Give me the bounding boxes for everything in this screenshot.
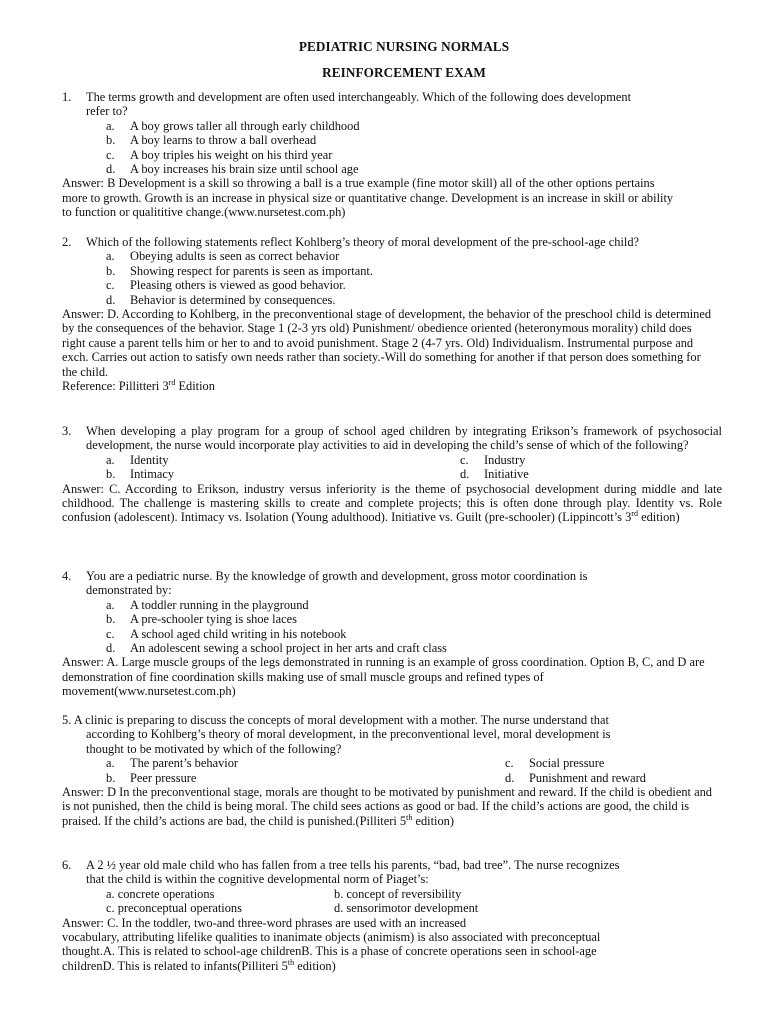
- question-6-options-row-2: [62, 901, 722, 915]
- question-4-stem-line-1: You are a pediatric nurse. By the knowledge of growth and development, gross motor coordination is: [86, 569, 588, 583]
- question-5-number: 5.: [62, 713, 72, 727]
- question-3-number: 3.: [62, 424, 72, 438]
- question-6-answer: [62, 916, 722, 974]
- question-6-answer-line-4: childrenD. This is related to infants(Pilliteri 5th edition): [62, 957, 336, 973]
- question-2-stem-text: Which of the following statements reflect Kohlberg’s theory of moral development of the pre-school-age child?: [86, 235, 640, 249]
- option-d: d. Behavior is determined by consequences.: [106, 292, 336, 307]
- option-b-text: Peer pressure: [130, 770, 197, 785]
- option-a-text: Identity: [130, 452, 169, 467]
- option-b-letter: b.: [106, 467, 116, 482]
- question-1-stem: [62, 90, 722, 119]
- question-1-stem-line-1: The terms growth and development are often used interchangeably. Which of the following does development: [86, 90, 632, 104]
- question-6-answer-line-3: thought.A. This is related to school-age childrenB. This is a phase of concrete operations seen in school-age: [62, 944, 597, 959]
- question-3-options-row-1: [62, 453, 722, 467]
- option-d: d. sensorimotor development: [334, 901, 479, 916]
- question-4-answer: Answer: A. Large muscle groups of the legs demonstrated in running is an example of gross coordination. Option B, C, and D are demonstration of fine coordination skills making use of small muscle groups and refined types of movement(www.nursetest.com.ph): [62, 655, 705, 699]
- question-1-answer: Answer: B Development is a skill so throwing a ball is a true example (fine motor skill) all of the other options pertains more to growth. Growth is an increase in physical size or quantitative change. Development is an increase in skill or ability to function or qualititive change.(www.nursetest.com.ph): [62, 176, 674, 220]
- option-b: b. A boy learns to throw a ball overhead: [106, 133, 317, 148]
- question-5: [62, 713, 722, 828]
- option-a: a. concrete operations: [106, 886, 215, 901]
- question-2: [62, 235, 722, 393]
- option-d: d. An adolescent sewing a school project in her arts and craft class: [106, 641, 447, 656]
- question-6-stem-line-1: A 2 ½ year old male child who has fallen from a tree tells his parents, “bad, bad tree”. The nurse recognizes: [86, 858, 620, 872]
- question-3-stem-text: When developing a play program for a group of school aged children by integrating Erikson’s framework of psychosocial development, the nurse would incorporate play activities to aid in developing the child’s sense of which of the following?: [86, 424, 722, 453]
- question-1-stem-line-2: refer to?: [86, 104, 128, 119]
- question-5-options-row-2: [62, 771, 722, 785]
- question-3-answer: Answer: C. According to Erikson, industry versus inferiority is the theme of psychosocial development during middle and late childhood. The challenge is mastering skills to create and complete projects; this is often done through play. Identity vs. Role confusion (adolescent). Intimacy vs. Isolation (Young adulthood). Initiative vs. Guilt (pre-schooler) (Lippincott’s 3rd edition): [62, 481, 722, 525]
- question-6-stem-line-2: that the child is within the cognitive developmental norm of Piaget’s:: [86, 872, 429, 887]
- question-2-stem: [62, 235, 722, 249]
- option-c: c. A school aged child writing in his notebook: [106, 626, 347, 641]
- option-a: a. Obeying adults is seen as correct behavior: [106, 249, 340, 264]
- question-2-number: 2.: [62, 235, 72, 249]
- question-4-number: 4.: [62, 569, 72, 583]
- question-3: [62, 424, 722, 525]
- option-a-letter: a.: [106, 756, 115, 771]
- option-b: b. concept of reversibility: [334, 886, 462, 901]
- question-6-number: 6.: [62, 858, 72, 872]
- question-5-options-row-1: [62, 756, 722, 770]
- document-title: PEDIATRIC NURSING NORMALS: [298, 39, 510, 54]
- option-a: a. A boy grows taller all through early childhood: [106, 118, 360, 133]
- question-5-stem-line-3: thought to be motivated by which of the following?: [86, 741, 342, 756]
- question-1-options: [62, 119, 722, 177]
- option-d-letter: d.: [460, 467, 470, 482]
- question-4-stem-line-2: demonstrated by:: [86, 583, 172, 598]
- option-c-text: Industry: [484, 452, 526, 467]
- question-6-stem: [62, 858, 722, 887]
- option-a-text: The parent’s behavior: [130, 756, 239, 771]
- option-b: b. Showing respect for parents is seen as important.: [106, 263, 373, 278]
- question-4-stem: [62, 569, 722, 598]
- question-4-options: [62, 598, 722, 656]
- option-a-letter: a.: [106, 452, 115, 467]
- option-b: b. A pre-schooler tying is shoe laces: [106, 612, 297, 627]
- question-2-reference: Reference: Pillitteri 3rd Edition: [62, 377, 215, 394]
- option-d-text: Initiative: [484, 467, 529, 482]
- question-1: [62, 90, 722, 220]
- option-c-text: Social pressure: [529, 756, 605, 771]
- option-c-letter: c.: [460, 452, 469, 467]
- question-6: [62, 858, 722, 973]
- question-6-options-row-1: [62, 887, 722, 901]
- question-5-stem: [62, 713, 722, 756]
- option-d: d. A boy increases his brain size until school age: [106, 162, 359, 177]
- document-subtitle: REINFORCEMENT EXAM: [322, 65, 486, 80]
- option-d-text: Punishment and reward: [529, 770, 646, 785]
- option-c: c. preconceptual operations: [106, 901, 242, 916]
- option-c-letter: c.: [505, 756, 514, 771]
- question-5-stem-line-2: according to Kohlberg’s theory of moral development, in the preconventional level, moral development is: [86, 727, 611, 742]
- question-6-answer-line-2: vocabulary, attributing lifelike qualities to inanimate objects (animism) is also associated with preconceptual: [62, 930, 601, 944]
- option-b-letter: b.: [106, 770, 116, 785]
- option-d-letter: d.: [505, 770, 515, 785]
- question-2-answer: Answer: D. According to Kohlberg, in the preconventional stage of development, the behavior of the preschool child is determined by the consequences of the behavior. Stage 1 (2-3 yrs old) Punishment/ obedience oriented (heteronymous morality) child does right cause a parent tells him or her to and to avoid punishment. Stage 2 (4-7 yrs. Old) Individualism. Instrumental purpose and exch. Carries out action to satisfy own needs rather than society.-Will do something for another if that person does something for the child.: [62, 307, 712, 379]
- option-b-text: Intimacy: [130, 467, 175, 482]
- question-4: [62, 569, 722, 699]
- question-5-answer: Answer: D In the preconventional stage, morals are thought to be motivated by punishment and reward. If the child is obedient and is not punished, then the child is being moral. The child sees actions as good or bad. If the child’s actions are good, the child is praised. If the child’s actions are bad, the child is punished.(Pilliteri 5th edition): [62, 785, 712, 828]
- option-c: c. A boy triples his weight on his third year: [106, 147, 333, 162]
- question-1-number: 1.: [62, 90, 72, 104]
- option-a: a. A toddler running in the playground: [106, 597, 309, 612]
- question-3-options-row-2: [62, 467, 722, 481]
- question-6-answer-line-1: Answer: C. In the toddler, two-and three-word phrases are used with an increased: [62, 915, 467, 930]
- question-2-options: [62, 249, 722, 307]
- question-3-stem: [62, 424, 722, 453]
- option-c: c. Pleasing others is viewed as good behavior.: [106, 278, 346, 293]
- question-5-stem-line-1: A clinic is preparing to discuss the concepts of moral development with a mother. The nurse understand that: [73, 713, 609, 727]
